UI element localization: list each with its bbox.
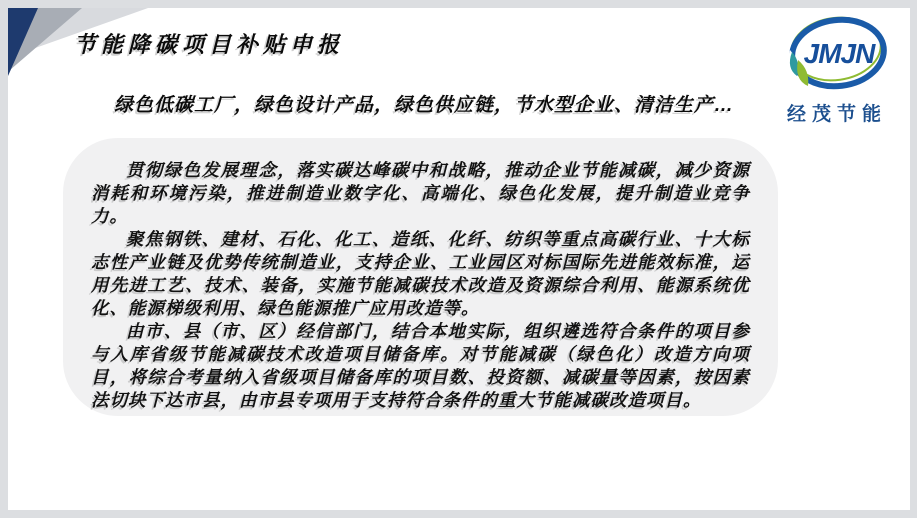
body-paragraph-2: 聚焦钢铁、建材、石化、化工、造纸、化纤、纺织等重点高碳行业、十大标志性产业链及优势传统制造业，支持企业、工业园区对标国际先进能效标准，运用先进工艺、技术、装备，实施节能减碳技术改造及资源综合利用、能源系统优化、能源梯级利用、绿色能源推广应用改造等。 xyxy=(91,229,750,318)
subtitle: 绿色低碳工厂，绿色设计产品，绿色供应链，节水型企业、清洁生产… xyxy=(114,95,735,116)
company-name: 经茂节能 xyxy=(786,104,887,125)
company-logo xyxy=(776,12,898,126)
slide xyxy=(8,8,910,510)
logo-monogram: JMJN xyxy=(803,38,875,69)
body-paragraph-3: 由市、县（市、区）经信部门，结合本地实际，组织遴选符合条件的项目参与入库省级节能减碳技术改造项目储备库。对节能减碳（绿色化）改造方向项目，将综合考量纳入省级项目储备库的项目数、投资额、减碳量等因素，按因素法切块下达市县，由市县专项用于支持符合条件的重大节能减碳改造项目。 xyxy=(91,321,750,410)
body-text-box xyxy=(63,138,778,416)
body-paragraph-1: 贯彻绿色发展理念，落实碳达峰碳中和战略，推动企业节能减碳，减少资源消耗和环境污染，推进制造业数字化、高端化、绿色化发展，提升制造业竞争力。 xyxy=(91,160,750,226)
logo-emblem-icon xyxy=(776,12,898,92)
page-title: 节能降碳项目补贴申报 xyxy=(74,32,345,57)
